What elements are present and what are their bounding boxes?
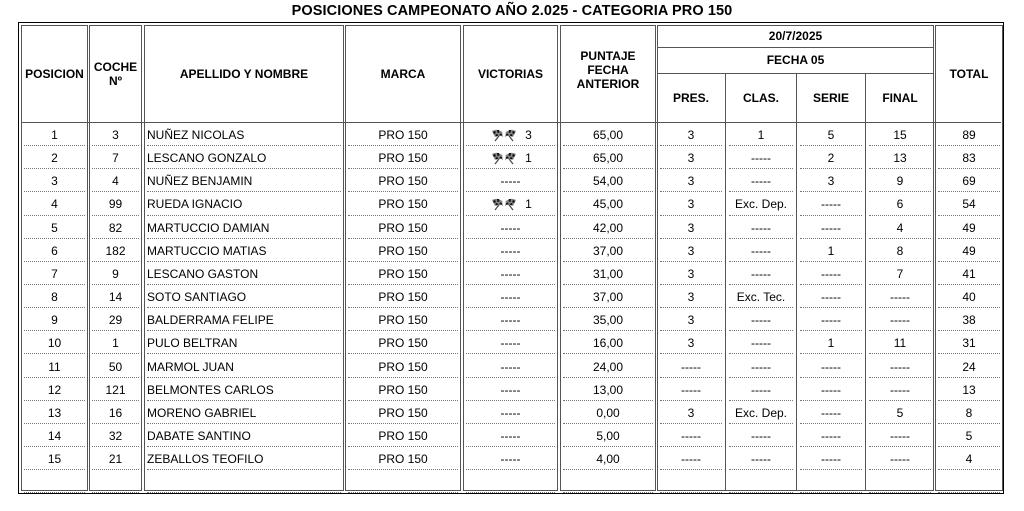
cell-apellido: MARMOL JUAN (147, 359, 234, 374)
cell-serie: ----- (821, 452, 841, 467)
cell-serie: ----- (821, 290, 841, 305)
cell-puntaje: 5,00 (596, 428, 620, 443)
table-row (21, 240, 1001, 263)
cell-puntaje: 16,00 (592, 336, 624, 351)
cell-final: ----- (890, 452, 910, 467)
cell-coche: 82 (108, 220, 123, 235)
cell-apellido: LESCANO GONZALO (147, 151, 267, 166)
cell-final: ----- (890, 290, 910, 305)
cell-total: 31 (962, 336, 976, 351)
cell-posicion: 9 (51, 313, 58, 328)
cell-apellido: MARTUCCIO MATIAS (147, 243, 267, 258)
cell-serie: ----- (821, 428, 841, 443)
row-divider (869, 492, 931, 493)
header-separator (21, 122, 1001, 123)
cell-puntaje: 4,00 (596, 452, 620, 467)
cell-serie: ----- (821, 220, 841, 235)
cell-posicion: 1 (51, 128, 58, 142)
cell-serie: 1 (827, 243, 835, 258)
cell-pres: 3 (687, 151, 695, 166)
header-fecha: FECHA 05 (766, 53, 825, 67)
cell-final: ----- (890, 359, 910, 374)
header-posicion: POSICION (25, 66, 84, 81)
cell-apellido: NUÑEZ NICOLAS (147, 128, 245, 142)
table-row (21, 170, 1001, 193)
cell-clas: 1 (757, 128, 765, 142)
cell-clas: Exc. Dep. (734, 405, 788, 420)
cell-total: 5 (965, 428, 973, 443)
cell-final: 15 (893, 128, 907, 142)
cell-posicion: 13 (47, 405, 62, 420)
cell-clas: ----- (751, 359, 771, 374)
cell-total: 54 (962, 197, 976, 212)
cell-victorias: ----- (500, 290, 521, 305)
cell-puntaje: 37,00 (592, 243, 624, 258)
cell-victorias: ----- (500, 243, 521, 258)
cell-serie: ----- (821, 382, 841, 397)
victorias-count: 1 (525, 151, 532, 166)
cell-pres: 3 (687, 197, 695, 212)
cell-total: 40 (962, 290, 976, 305)
cell-victorias: ----- (500, 313, 521, 328)
cell-puntaje: 42,00 (592, 220, 624, 235)
header-victorias: VICTORIAS (477, 66, 544, 81)
cell-marca: PRO 150 (378, 428, 428, 443)
cell-coche: 7 (112, 151, 119, 166)
cell-marca: PRO 150 (378, 336, 428, 351)
cell-clas: ----- (751, 151, 771, 166)
cell-puntaje: 37,00 (592, 290, 624, 305)
cell-pres: 3 (687, 243, 695, 258)
cell-clas: ----- (751, 428, 771, 443)
row-divider (800, 492, 862, 493)
cell-serie: ----- (821, 313, 841, 328)
table-row (21, 448, 1001, 471)
cell-clas: ----- (751, 336, 771, 351)
table-row (21, 217, 1001, 240)
victorias-count: 1 (525, 197, 532, 212)
cell-total: 41 (962, 266, 976, 281)
cell-victorias: ----- (500, 266, 521, 281)
cell-apellido: SOTO SANTIAGO (147, 290, 247, 305)
cell-serie: 5 (827, 128, 835, 142)
checkered-flags-icon (489, 128, 519, 142)
cell-victorias: ----- (500, 174, 521, 189)
cell-coche: 99 (108, 197, 123, 212)
cell-puntaje: 45,00 (592, 197, 624, 212)
cell-posicion: 10 (47, 336, 62, 351)
cell-pres: 3 (687, 290, 695, 305)
row-divider (729, 492, 793, 493)
cell-final: 13 (893, 151, 907, 166)
cell-pres: 3 (687, 336, 695, 351)
table-row (21, 124, 1001, 147)
cell-posicion: 4 (51, 197, 58, 212)
cell-coche: 1 (112, 336, 119, 351)
cell-clas: ----- (751, 266, 771, 281)
cell-victorias: ----- (500, 336, 521, 351)
cell-posicion: 3 (51, 174, 58, 189)
cell-serie: 2 (827, 151, 835, 166)
cell-pres: ----- (681, 452, 701, 467)
cell-pres: ----- (681, 428, 701, 443)
standings-grid (21, 25, 1001, 491)
cell-coche: 50 (108, 359, 123, 374)
cell-final: 4 (896, 220, 904, 235)
row-divider (92, 492, 139, 493)
table-row (21, 286, 1001, 309)
cell-pres: 3 (687, 313, 695, 328)
cell-final: ----- (890, 428, 910, 443)
cell-total: 13 (962, 382, 976, 397)
header-final: FINAL (882, 90, 918, 105)
cell-marca: PRO 150 (378, 382, 428, 397)
row-divider (24, 492, 85, 493)
cell-total: 38 (962, 313, 976, 328)
standings-table (18, 22, 1004, 494)
cell-final: ----- (890, 313, 910, 328)
cell-victorias: ----- (500, 359, 521, 374)
cell-clas: ----- (751, 174, 771, 189)
cell-coche: 29 (108, 313, 123, 328)
cell-puntaje: 54,00 (592, 174, 624, 189)
cell-marca: PRO 150 (378, 151, 428, 166)
row-divider (147, 492, 341, 493)
cell-final: 7 (896, 266, 904, 281)
cell-total: 69 (962, 174, 976, 189)
cell-final: ----- (890, 382, 910, 397)
cell-pres: 3 (687, 174, 695, 189)
cell-puntaje: 31,00 (592, 266, 624, 281)
cell-puntaje: 35,00 (592, 313, 624, 328)
cell-posicion: 5 (51, 220, 58, 235)
cell-coche: 9 (112, 266, 119, 281)
cell-victorias (463, 124, 558, 147)
row-divider (660, 492, 722, 493)
cell-clas: ----- (751, 220, 771, 235)
header-pres: PRES. (672, 90, 709, 105)
table-row (21, 379, 1001, 402)
cell-total: 4 (965, 452, 973, 467)
cell-puntaje: 65,00 (592, 128, 624, 142)
cell-serie: 3 (827, 174, 835, 189)
cell-posicion: 12 (47, 382, 62, 397)
table-row (21, 356, 1001, 379)
cell-pres: 3 (687, 220, 695, 235)
cell-apellido: RUEDA IGNACIO (147, 197, 243, 212)
cell-total: 83 (962, 151, 976, 166)
header-serie: SERIE (812, 90, 849, 105)
cell-victorias (463, 147, 558, 170)
cell-apellido: MARTUCCIO DAMIAN (147, 220, 270, 235)
cell-coche: 21 (108, 452, 123, 467)
cell-puntaje: 0,00 (596, 405, 620, 420)
cell-clas: ----- (751, 452, 771, 467)
cell-pres: 3 (687, 405, 695, 420)
cell-apellido: BELMONTES CARLOS (147, 382, 274, 397)
cell-apellido: DABATE SANTINO (147, 428, 251, 443)
cell-posicion: 7 (51, 266, 58, 281)
cell-victorias: ----- (500, 452, 521, 467)
cell-serie: ----- (821, 359, 841, 374)
victorias-count: 3 (525, 128, 532, 142)
cell-total: 24 (962, 359, 976, 374)
cell-marca: PRO 150 (378, 197, 428, 212)
cell-victorias (463, 193, 558, 216)
row-divider (938, 492, 1000, 493)
row-divider (348, 492, 458, 493)
cell-pres: ----- (681, 382, 701, 397)
cell-total: 8 (965, 405, 973, 420)
table-row (21, 263, 1001, 286)
cell-serie: ----- (821, 197, 841, 212)
table-row (21, 402, 1001, 425)
row-divider (466, 492, 555, 493)
table-row (21, 471, 1001, 494)
cell-clas: ----- (751, 382, 771, 397)
cell-apellido: LESCANO GASTON (147, 266, 259, 281)
cell-serie: ----- (821, 405, 841, 420)
cell-apellido: BALDERRAMA FELIPE (147, 313, 274, 328)
cell-marca: PRO 150 (378, 359, 428, 374)
cell-victorias: ----- (500, 405, 521, 420)
cell-marca: PRO 150 (378, 266, 428, 281)
cell-posicion: 6 (51, 243, 58, 258)
table-row (21, 147, 1001, 170)
cell-total: 49 (962, 243, 976, 258)
cell-pres: 3 (687, 128, 695, 142)
cell-posicion: 11 (48, 359, 61, 374)
cell-coche: 14 (108, 290, 123, 305)
cell-apellido: ZEBALLOS TEOFILO (147, 452, 264, 467)
cell-posicion: 2 (51, 151, 58, 166)
cell-marca: PRO 150 (378, 243, 428, 258)
cell-coche: 3 (112, 128, 119, 142)
cell-coche: 4 (112, 174, 119, 189)
table-row (21, 193, 1001, 216)
header-date: 20/7/2025 (768, 29, 823, 43)
cell-final: 8 (896, 243, 904, 258)
cell-victorias: ----- (500, 382, 521, 397)
header-clas: CLAS. (743, 90, 779, 105)
cell-clas: ----- (751, 243, 771, 258)
cell-coche: 32 (108, 428, 123, 443)
cell-victorias: ----- (500, 428, 521, 443)
cell-final: 6 (896, 197, 904, 212)
page-title: POSICIONES CAMPEONATO AÑO 2.025 - CATEGORIA PRO 150 (291, 3, 733, 19)
cell-posicion: 8 (51, 290, 58, 305)
cell-serie: 1 (827, 336, 835, 351)
cell-puntaje: 24,00 (592, 359, 624, 374)
checkered-flags-icon (489, 197, 519, 211)
header-puntaje: PUNTAJE FECHA ANTERIOR (576, 48, 640, 91)
cell-coche: 121 (105, 382, 126, 397)
cell-pres: 3 (687, 266, 695, 281)
table-row (21, 309, 1001, 332)
cell-coche: 16 (108, 405, 123, 420)
header-coche: COCHE Nº (93, 59, 138, 88)
cell-marca: PRO 150 (378, 452, 428, 467)
header-total: TOTAL (949, 66, 989, 81)
cell-marca: PRO 150 (378, 220, 428, 235)
cell-marca: PRO 150 (378, 290, 428, 305)
cell-posicion: 14 (47, 428, 62, 443)
cell-clas: Exc. Tec. (736, 290, 786, 305)
cell-marca: PRO 150 (378, 405, 428, 420)
cell-posicion: 15 (47, 452, 62, 467)
cell-marca: PRO 150 (378, 174, 428, 189)
cell-final: 11 (893, 336, 907, 351)
row-divider (563, 492, 653, 493)
header-apellido: APELLIDO Y NOMBRE (179, 66, 309, 81)
cell-serie: ----- (821, 266, 841, 281)
table-row (21, 425, 1001, 448)
cell-pres: ----- (681, 359, 701, 374)
header-marca: MARCA (380, 66, 426, 81)
cell-apellido: NUÑEZ BENJAMIN (147, 174, 253, 189)
cell-coche: 182 (105, 243, 126, 258)
cell-total: 89 (962, 128, 976, 142)
cell-clas: ----- (751, 313, 771, 328)
cell-marca: PRO 150 (378, 313, 428, 328)
cell-clas: Exc. Dep. (734, 197, 788, 212)
cell-final: 9 (896, 174, 904, 189)
cell-puntaje: 13,00 (592, 382, 624, 397)
cell-apellido: MORENO GABRIEL (147, 405, 257, 420)
cell-puntaje: 65,00 (592, 151, 624, 166)
checkered-flags-icon (489, 151, 519, 165)
table-row (21, 332, 1001, 355)
cell-total: 49 (962, 220, 976, 235)
cell-marca: PRO 150 (378, 128, 428, 142)
cell-apellido: PULO BELTRAN (147, 336, 238, 351)
cell-victorias: ----- (500, 220, 521, 235)
cell-final: 5 (896, 405, 904, 420)
